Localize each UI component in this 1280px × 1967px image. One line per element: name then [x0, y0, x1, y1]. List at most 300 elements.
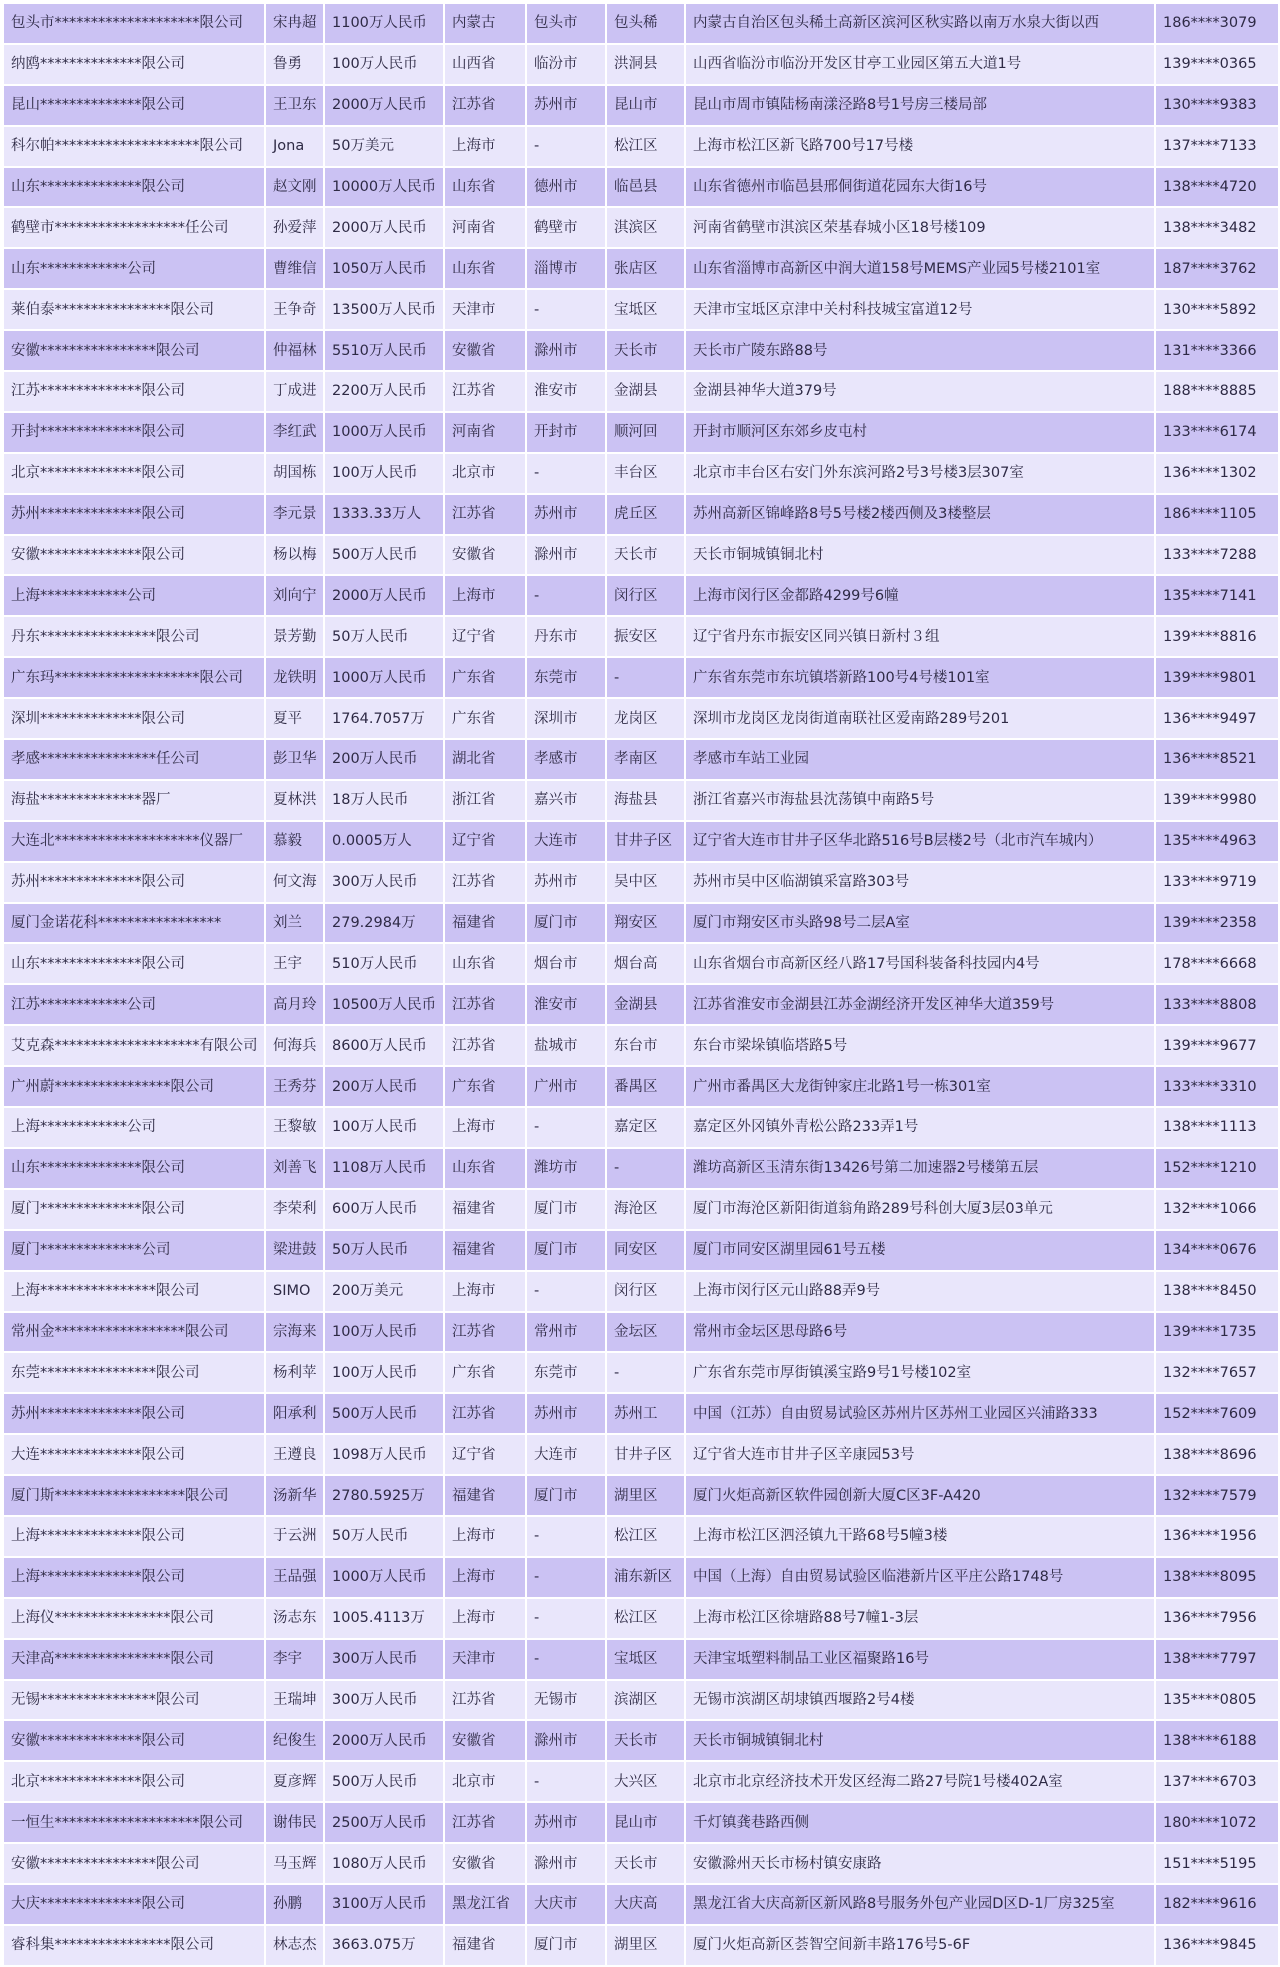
table-row	[3, 575, 1279, 616]
registered-capital-cell: 13500万人民币	[324, 289, 444, 330]
contact-person-cell: 梁进鼓	[265, 1230, 324, 1271]
address-cell: 山西省临汾市临汾开发区甘亭工业园区第五大道1号	[685, 44, 1155, 85]
phone-cell: 132****7657	[1155, 1352, 1279, 1393]
phone-cell: 137****7133	[1155, 126, 1279, 167]
company-name-cell: 苏州**************限公司	[3, 1393, 265, 1434]
contact-person-cell: 夏林洪	[265, 780, 324, 821]
city-cell: 包头市	[526, 3, 606, 44]
table-row	[3, 371, 1279, 412]
company-name-cell: 上海************公司	[3, 575, 265, 616]
contact-person-cell: 夏彦辉	[265, 1761, 324, 1802]
table-row	[3, 821, 1279, 862]
city-cell: 德州市	[526, 167, 606, 208]
registered-capital-cell: 2500万人民币	[324, 1802, 444, 1843]
city-cell: -	[526, 1598, 606, 1639]
registered-capital-cell: 1050万人民币	[324, 248, 444, 289]
address-cell: 潍坊高新区玉清东街13426号第二加速器2号楼第五层	[685, 1148, 1155, 1189]
phone-cell: 135****7141	[1155, 575, 1279, 616]
province-cell: 安徽省	[444, 1843, 526, 1884]
district-cell: 甘井子区	[606, 1434, 685, 1475]
address-cell: 内蒙古自治区包头稀土高新区滨河区秋实路以南万水泉大街以西	[685, 3, 1155, 44]
contact-person-cell: 曹维信	[265, 248, 324, 289]
registered-capital-cell: 100万人民币	[324, 44, 444, 85]
company-name-cell: 北京**************限公司	[3, 1761, 265, 1802]
registered-capital-cell: 200万人民币	[324, 739, 444, 780]
table-row	[3, 289, 1279, 330]
address-cell: 广州市番禺区大龙街钟家庄北路1号一栋301室	[685, 1066, 1155, 1107]
registered-capital-cell: 2780.5925万	[324, 1475, 444, 1516]
company-name-cell: 苏州**************限公司	[3, 862, 265, 903]
contact-person-cell: 胡国栋	[265, 453, 324, 494]
phone-cell: 138****4720	[1155, 167, 1279, 208]
province-cell: 福建省	[444, 903, 526, 944]
city-cell: -	[526, 1271, 606, 1312]
province-cell: 黑龙江省	[444, 1884, 526, 1925]
address-cell: 金湖县神华大道379号	[685, 371, 1155, 412]
company-name-cell: 安徽****************限公司	[3, 330, 265, 371]
table-row	[3, 1189, 1279, 1230]
district-cell: 金湖县	[606, 984, 685, 1025]
province-cell: 江苏省	[444, 862, 526, 903]
table-row	[3, 1720, 1279, 1761]
city-cell: -	[526, 126, 606, 167]
table-row	[3, 1107, 1279, 1148]
company-name-cell: 孝感****************任公司	[3, 739, 265, 780]
district-cell: 天长市	[606, 1843, 685, 1884]
province-cell: 安徽省	[444, 1720, 526, 1761]
table-row	[3, 903, 1279, 944]
province-cell: 上海市	[444, 1516, 526, 1557]
address-cell: 厦门火炬高新区软件园创新大厦C区3F-A420	[685, 1475, 1155, 1516]
company-name-cell: 大连**************限公司	[3, 1434, 265, 1475]
table-row	[3, 1230, 1279, 1271]
phone-cell: 133****9719	[1155, 862, 1279, 903]
table-row	[3, 1925, 1279, 1966]
company-name-cell: 东莞****************限公司	[3, 1352, 265, 1393]
district-cell: 临邑县	[606, 167, 685, 208]
district-cell: 宝坻区	[606, 1639, 685, 1680]
phone-cell: 186****3079	[1155, 3, 1279, 44]
contact-person-cell: 李宇	[265, 1639, 324, 1680]
district-cell: -	[606, 657, 685, 698]
table-row	[3, 85, 1279, 126]
contact-person-cell: 王宇	[265, 943, 324, 984]
phone-cell: 138****7797	[1155, 1639, 1279, 1680]
contact-person-cell: 鲁勇	[265, 44, 324, 85]
company-name-cell: 安徽**************限公司	[3, 535, 265, 576]
province-cell: 安徽省	[444, 330, 526, 371]
contact-person-cell: 孙爱萍	[265, 207, 324, 248]
district-cell: 闵行区	[606, 575, 685, 616]
contact-person-cell: Jona	[265, 126, 324, 167]
contact-person-cell: 景芳勤	[265, 616, 324, 657]
table-row	[3, 330, 1279, 371]
table-row	[3, 1843, 1279, 1884]
address-cell: 无锡市滨湖区胡埭镇西堰路2号4楼	[685, 1680, 1155, 1721]
district-cell: 顺河回	[606, 412, 685, 453]
city-cell: 苏州市	[526, 1393, 606, 1434]
address-cell: 嘉定区外冈镇外青松公路233弄1号	[685, 1107, 1155, 1148]
registered-capital-cell: 1000万人民币	[324, 657, 444, 698]
city-cell: -	[526, 453, 606, 494]
province-cell: 江苏省	[444, 1312, 526, 1353]
province-cell: 天津市	[444, 289, 526, 330]
province-cell: 江苏省	[444, 984, 526, 1025]
city-cell: 嘉兴市	[526, 780, 606, 821]
province-cell: 北京市	[444, 453, 526, 494]
registered-capital-cell: 50万美元	[324, 126, 444, 167]
city-cell: 东莞市	[526, 657, 606, 698]
contact-person-cell: 马玉辉	[265, 1843, 324, 1884]
district-cell: 孝南区	[606, 739, 685, 780]
city-cell: 常州市	[526, 1312, 606, 1353]
phone-cell: 138****8696	[1155, 1434, 1279, 1475]
registered-capital-cell: 1005.4113万	[324, 1598, 444, 1639]
province-cell: 河南省	[444, 412, 526, 453]
district-cell: 松江区	[606, 1598, 685, 1639]
registered-capital-cell: 8600万人民币	[324, 1025, 444, 1066]
address-cell: 上海市松江区新飞路700号17号楼	[685, 126, 1155, 167]
province-cell: 上海市	[444, 1598, 526, 1639]
city-cell: 厦门市	[526, 1189, 606, 1230]
registered-capital-cell: 1080万人民币	[324, 1843, 444, 1884]
registered-capital-cell: 10000万人民币	[324, 167, 444, 208]
city-cell: 苏州市	[526, 85, 606, 126]
phone-cell: 136****1302	[1155, 453, 1279, 494]
city-cell: -	[526, 1639, 606, 1680]
company-name-cell: 上海****************限公司	[3, 1271, 265, 1312]
province-cell: 辽宁省	[444, 1434, 526, 1475]
company-name-cell: 丹东****************限公司	[3, 616, 265, 657]
company-name-cell: 江苏**************限公司	[3, 371, 265, 412]
phone-cell: 132****1066	[1155, 1189, 1279, 1230]
table-row	[3, 1352, 1279, 1393]
company-name-cell: 开封**************限公司	[3, 412, 265, 453]
address-cell: 千灯镇龚巷路西侧	[685, 1802, 1155, 1843]
province-cell: 上海市	[444, 575, 526, 616]
phone-cell: 139****9980	[1155, 780, 1279, 821]
district-cell: 包头稀	[606, 3, 685, 44]
company-name-cell: 厦门**************公司	[3, 1230, 265, 1271]
city-cell: -	[526, 1761, 606, 1802]
contact-person-cell: 王黎敏	[265, 1107, 324, 1148]
registered-capital-cell: 300万人民币	[324, 862, 444, 903]
table-row	[3, 1475, 1279, 1516]
district-cell: 大庆高	[606, 1884, 685, 1925]
registered-capital-cell: 1000万人民币	[324, 412, 444, 453]
table-row	[3, 1680, 1279, 1721]
address-cell: 中国（江苏）自由贸易试验区苏州片区苏州工业园区兴浦路333	[685, 1393, 1155, 1434]
address-cell: 厦门市翔安区市头路98号二层A室	[685, 903, 1155, 944]
phone-cell: 152****1210	[1155, 1148, 1279, 1189]
phone-cell: 136****8521	[1155, 739, 1279, 780]
city-cell: 苏州市	[526, 862, 606, 903]
province-cell: 北京市	[444, 1761, 526, 1802]
address-cell: 上海市闵行区金都路4299号6幢	[685, 575, 1155, 616]
table-row	[3, 1271, 1279, 1312]
company-name-cell: 莱伯泰****************限公司	[3, 289, 265, 330]
district-cell: 苏州工	[606, 1393, 685, 1434]
address-cell: 上海市松江区徐塘路88号7幢1-3层	[685, 1598, 1155, 1639]
table-row	[3, 739, 1279, 780]
city-cell: -	[526, 1557, 606, 1598]
contact-person-cell: 汤志东	[265, 1598, 324, 1639]
registered-capital-cell: 500万人民币	[324, 535, 444, 576]
registered-capital-cell: 1000万人民币	[324, 1557, 444, 1598]
company-name-cell: 常州金******************限公司	[3, 1312, 265, 1353]
city-cell: 厦门市	[526, 903, 606, 944]
contact-person-cell: 纪俊生	[265, 1720, 324, 1761]
province-cell: 广东省	[444, 698, 526, 739]
table-row	[3, 1434, 1279, 1475]
city-cell: 滁州市	[526, 1720, 606, 1761]
city-cell: -	[526, 1516, 606, 1557]
province-cell: 上海市	[444, 126, 526, 167]
contact-person-cell: 王品强	[265, 1557, 324, 1598]
city-cell: 滁州市	[526, 1843, 606, 1884]
province-cell: 辽宁省	[444, 616, 526, 657]
district-cell: 湖里区	[606, 1475, 685, 1516]
registered-capital-cell: 18万人民币	[324, 780, 444, 821]
address-cell: 厦门市同安区湖里园61号五楼	[685, 1230, 1155, 1271]
district-cell: 海盐县	[606, 780, 685, 821]
city-cell: 苏州市	[526, 1802, 606, 1843]
city-cell: 滁州市	[526, 330, 606, 371]
phone-cell: 139****9677	[1155, 1025, 1279, 1066]
province-cell: 广东省	[444, 657, 526, 698]
phone-cell: 135****0805	[1155, 1680, 1279, 1721]
registered-capital-cell: 300万人民币	[324, 1639, 444, 1680]
city-cell: 无锡市	[526, 1680, 606, 1721]
registered-capital-cell: 500万人民币	[324, 1761, 444, 1802]
table-row	[3, 984, 1279, 1025]
city-cell: -	[526, 575, 606, 616]
city-cell: -	[526, 289, 606, 330]
contact-person-cell: 谢伟民	[265, 1802, 324, 1843]
contact-person-cell: 王遵良	[265, 1434, 324, 1475]
registered-capital-cell: 510万人民币	[324, 943, 444, 984]
table-row	[3, 1557, 1279, 1598]
company-name-cell: 深圳**************限公司	[3, 698, 265, 739]
province-cell: 上海市	[444, 1271, 526, 1312]
city-cell: -	[526, 1107, 606, 1148]
address-cell: 天长市铜城镇铜北村	[685, 535, 1155, 576]
city-cell: 大庆市	[526, 1884, 606, 1925]
registered-capital-cell: 100万人民币	[324, 453, 444, 494]
table-row	[3, 1598, 1279, 1639]
phone-cell: 187****3762	[1155, 248, 1279, 289]
contact-person-cell: 彭卫华	[265, 739, 324, 780]
registered-capital-cell: 600万人民币	[324, 1189, 444, 1230]
district-cell: 振安区	[606, 616, 685, 657]
contact-person-cell: 刘向宁	[265, 575, 324, 616]
address-cell: 苏州高新区锦峰路8号5号楼2楼西侧及3楼整层	[685, 494, 1155, 535]
phone-cell: 136****9497	[1155, 698, 1279, 739]
company-name-cell: 上海仪****************限公司	[3, 1598, 265, 1639]
registered-capital-cell: 0.0005万人	[324, 821, 444, 862]
district-cell: 大兴区	[606, 1761, 685, 1802]
address-cell: 辽宁省大连市甘井子区华北路516号B层楼2号（北市汽车城内）	[685, 821, 1155, 862]
district-cell: 番禺区	[606, 1066, 685, 1107]
address-cell: 天津宝坻塑料制品工业区福聚路16号	[685, 1639, 1155, 1680]
address-cell: 山东省德州市临邑县邢侗街道花园东大街16号	[685, 167, 1155, 208]
province-cell: 山西省	[444, 44, 526, 85]
table-row	[3, 1639, 1279, 1680]
phone-cell: 130****9383	[1155, 85, 1279, 126]
table-row	[3, 1884, 1279, 1925]
phone-cell: 138****8095	[1155, 1557, 1279, 1598]
registered-capital-cell: 100万人民币	[324, 1312, 444, 1353]
district-cell: 龙岗区	[606, 698, 685, 739]
contact-person-cell: 宋冉超	[265, 3, 324, 44]
contact-person-cell: 王争奇	[265, 289, 324, 330]
address-cell: 广东省东莞市东坑镇塔新路100号4号楼101室	[685, 657, 1155, 698]
address-cell: 山东省烟台市高新区经八路17号国科装备科技园内4号	[685, 943, 1155, 984]
district-cell: 天长市	[606, 535, 685, 576]
contact-person-cell: 孙鹏	[265, 1884, 324, 1925]
company-name-cell: 北京**************限公司	[3, 453, 265, 494]
phone-cell: 133****6174	[1155, 412, 1279, 453]
contact-person-cell: 李红武	[265, 412, 324, 453]
phone-cell: 137****6703	[1155, 1761, 1279, 1802]
registered-capital-cell: 2000万人民币	[324, 1720, 444, 1761]
city-cell: 滁州市	[526, 535, 606, 576]
phone-cell: 188****8885	[1155, 371, 1279, 412]
address-cell: 北京市丰台区右安门外东滨河路2号3号楼3层307室	[685, 453, 1155, 494]
registered-capital-cell: 300万人民币	[324, 1680, 444, 1721]
contact-person-cell: 汤新华	[265, 1475, 324, 1516]
contact-person-cell: 李元景	[265, 494, 324, 535]
city-cell: 厦门市	[526, 1475, 606, 1516]
address-cell: 厦门火炬高新区荟智空间新丰路176号5-6F	[685, 1925, 1155, 1966]
city-cell: 厦门市	[526, 1925, 606, 1966]
city-cell: 潍坊市	[526, 1148, 606, 1189]
company-name-cell: 安徽****************限公司	[3, 1843, 265, 1884]
contact-person-cell: 王秀芬	[265, 1066, 324, 1107]
province-cell: 福建省	[444, 1475, 526, 1516]
address-cell: 中国（上海）自由贸易试验区临港新片区平庄公路1748号	[685, 1557, 1155, 1598]
table-row	[3, 943, 1279, 984]
company-name-cell: 厦门金诺花科*****************	[3, 903, 265, 944]
address-cell: 天长市广陵东路88号	[685, 330, 1155, 371]
district-cell: 东台市	[606, 1025, 685, 1066]
company-name-cell: 上海************公司	[3, 1107, 265, 1148]
province-cell: 山东省	[444, 943, 526, 984]
address-cell: 开封市顺河区东郊乡皮屯村	[685, 412, 1155, 453]
company-name-cell: 山东**************限公司	[3, 943, 265, 984]
district-cell: 松江区	[606, 126, 685, 167]
contact-person-cell: 慕毅	[265, 821, 324, 862]
phone-cell: 138****3482	[1155, 207, 1279, 248]
registered-capital-cell: 500万人民币	[324, 1393, 444, 1434]
table-row	[3, 3, 1279, 44]
address-cell: 辽宁省大连市甘井子区辛康园53号	[685, 1434, 1155, 1475]
province-cell: 广东省	[444, 1066, 526, 1107]
table-row	[3, 616, 1279, 657]
contact-person-cell: 李荣利	[265, 1189, 324, 1230]
company-name-cell: 艾克森********************有限公司	[3, 1025, 265, 1066]
phone-cell: 136****7956	[1155, 1598, 1279, 1639]
company-name-cell: 厦门**************限公司	[3, 1189, 265, 1230]
address-cell: 上海市松江区泗泾镇九干路68号5幢3楼	[685, 1516, 1155, 1557]
district-cell: 洪洞县	[606, 44, 685, 85]
district-cell: 昆山市	[606, 85, 685, 126]
table-row	[3, 494, 1279, 535]
phone-cell: 133****7288	[1155, 535, 1279, 576]
contact-person-cell: 杨以梅	[265, 535, 324, 576]
company-name-cell: 睿科集****************限公司	[3, 1925, 265, 1966]
contact-person-cell: 何海兵	[265, 1025, 324, 1066]
address-cell: 天长市铜城镇铜北村	[685, 1720, 1155, 1761]
phone-cell: 138****8450	[1155, 1271, 1279, 1312]
city-cell: 大连市	[526, 1434, 606, 1475]
phone-cell: 131****3366	[1155, 330, 1279, 371]
district-cell: 金湖县	[606, 371, 685, 412]
company-name-cell: 海盐**************器厂	[3, 780, 265, 821]
contact-person-cell: 夏平	[265, 698, 324, 739]
phone-cell: 139****8816	[1155, 616, 1279, 657]
table-row	[3, 698, 1279, 739]
table-row	[3, 412, 1279, 453]
company-name-cell: 昆山**************限公司	[3, 85, 265, 126]
table-row	[3, 657, 1279, 698]
registered-capital-cell: 2000万人民币	[324, 207, 444, 248]
registered-capital-cell: 200万美元	[324, 1271, 444, 1312]
table-row	[3, 1802, 1279, 1843]
address-cell: 厦门市海沧区新阳街道翁角路289号科创大厦3层03单元	[685, 1189, 1155, 1230]
contact-person-cell: 刘善飞	[265, 1148, 324, 1189]
address-cell: 山东省淄博市高新区中润大道158号MEMS产业园5号楼2101室	[685, 248, 1155, 289]
contact-person-cell: 阳承利	[265, 1393, 324, 1434]
phone-cell: 151****5195	[1155, 1843, 1279, 1884]
province-cell: 内蒙古	[444, 3, 526, 44]
city-cell: 鹤壁市	[526, 207, 606, 248]
company-name-cell: 上海**************限公司	[3, 1516, 265, 1557]
phone-cell: 139****2358	[1155, 903, 1279, 944]
registered-capital-cell: 50万人民币	[324, 1230, 444, 1271]
city-cell: 临汾市	[526, 44, 606, 85]
company-name-cell: 无锡****************限公司	[3, 1680, 265, 1721]
company-name-cell: 江苏************公司	[3, 984, 265, 1025]
province-cell: 山东省	[444, 1148, 526, 1189]
district-cell: 甘井子区	[606, 821, 685, 862]
table-row	[3, 126, 1279, 167]
phone-cell: 139****9801	[1155, 657, 1279, 698]
address-cell: 东台市梁垛镇临塔路5号	[685, 1025, 1155, 1066]
company-name-cell: 广东玛********************限公司	[3, 657, 265, 698]
contact-person-cell: 王卫东	[265, 85, 324, 126]
contact-person-cell: 何文海	[265, 862, 324, 903]
province-cell: 山东省	[444, 248, 526, 289]
address-cell: 上海市闵行区元山路88弄9号	[685, 1271, 1155, 1312]
address-cell: 安徽滁州天长市杨村镇安康路	[685, 1843, 1155, 1884]
province-cell: 江苏省	[444, 1802, 526, 1843]
phone-cell: 180****1072	[1155, 1802, 1279, 1843]
address-cell: 昆山市周市镇陆杨南漾泾路8号1号房三楼局部	[685, 85, 1155, 126]
address-cell: 孝感市车站工业园	[685, 739, 1155, 780]
address-cell: 深圳市龙岗区龙岗街道南联社区爱南路289号201	[685, 698, 1155, 739]
province-cell: 上海市	[444, 1557, 526, 1598]
company-name-cell: 一恒生********************限公司	[3, 1802, 265, 1843]
district-cell: 宝坻区	[606, 289, 685, 330]
registered-capital-cell: 5510万人民币	[324, 330, 444, 371]
company-name-cell: 山东**************限公司	[3, 1148, 265, 1189]
registered-capital-cell: 1764.7057万	[324, 698, 444, 739]
district-cell: 浦东新区	[606, 1557, 685, 1598]
table-row	[3, 1393, 1279, 1434]
district-cell: 松江区	[606, 1516, 685, 1557]
registered-capital-cell: 1098万人民币	[324, 1434, 444, 1475]
